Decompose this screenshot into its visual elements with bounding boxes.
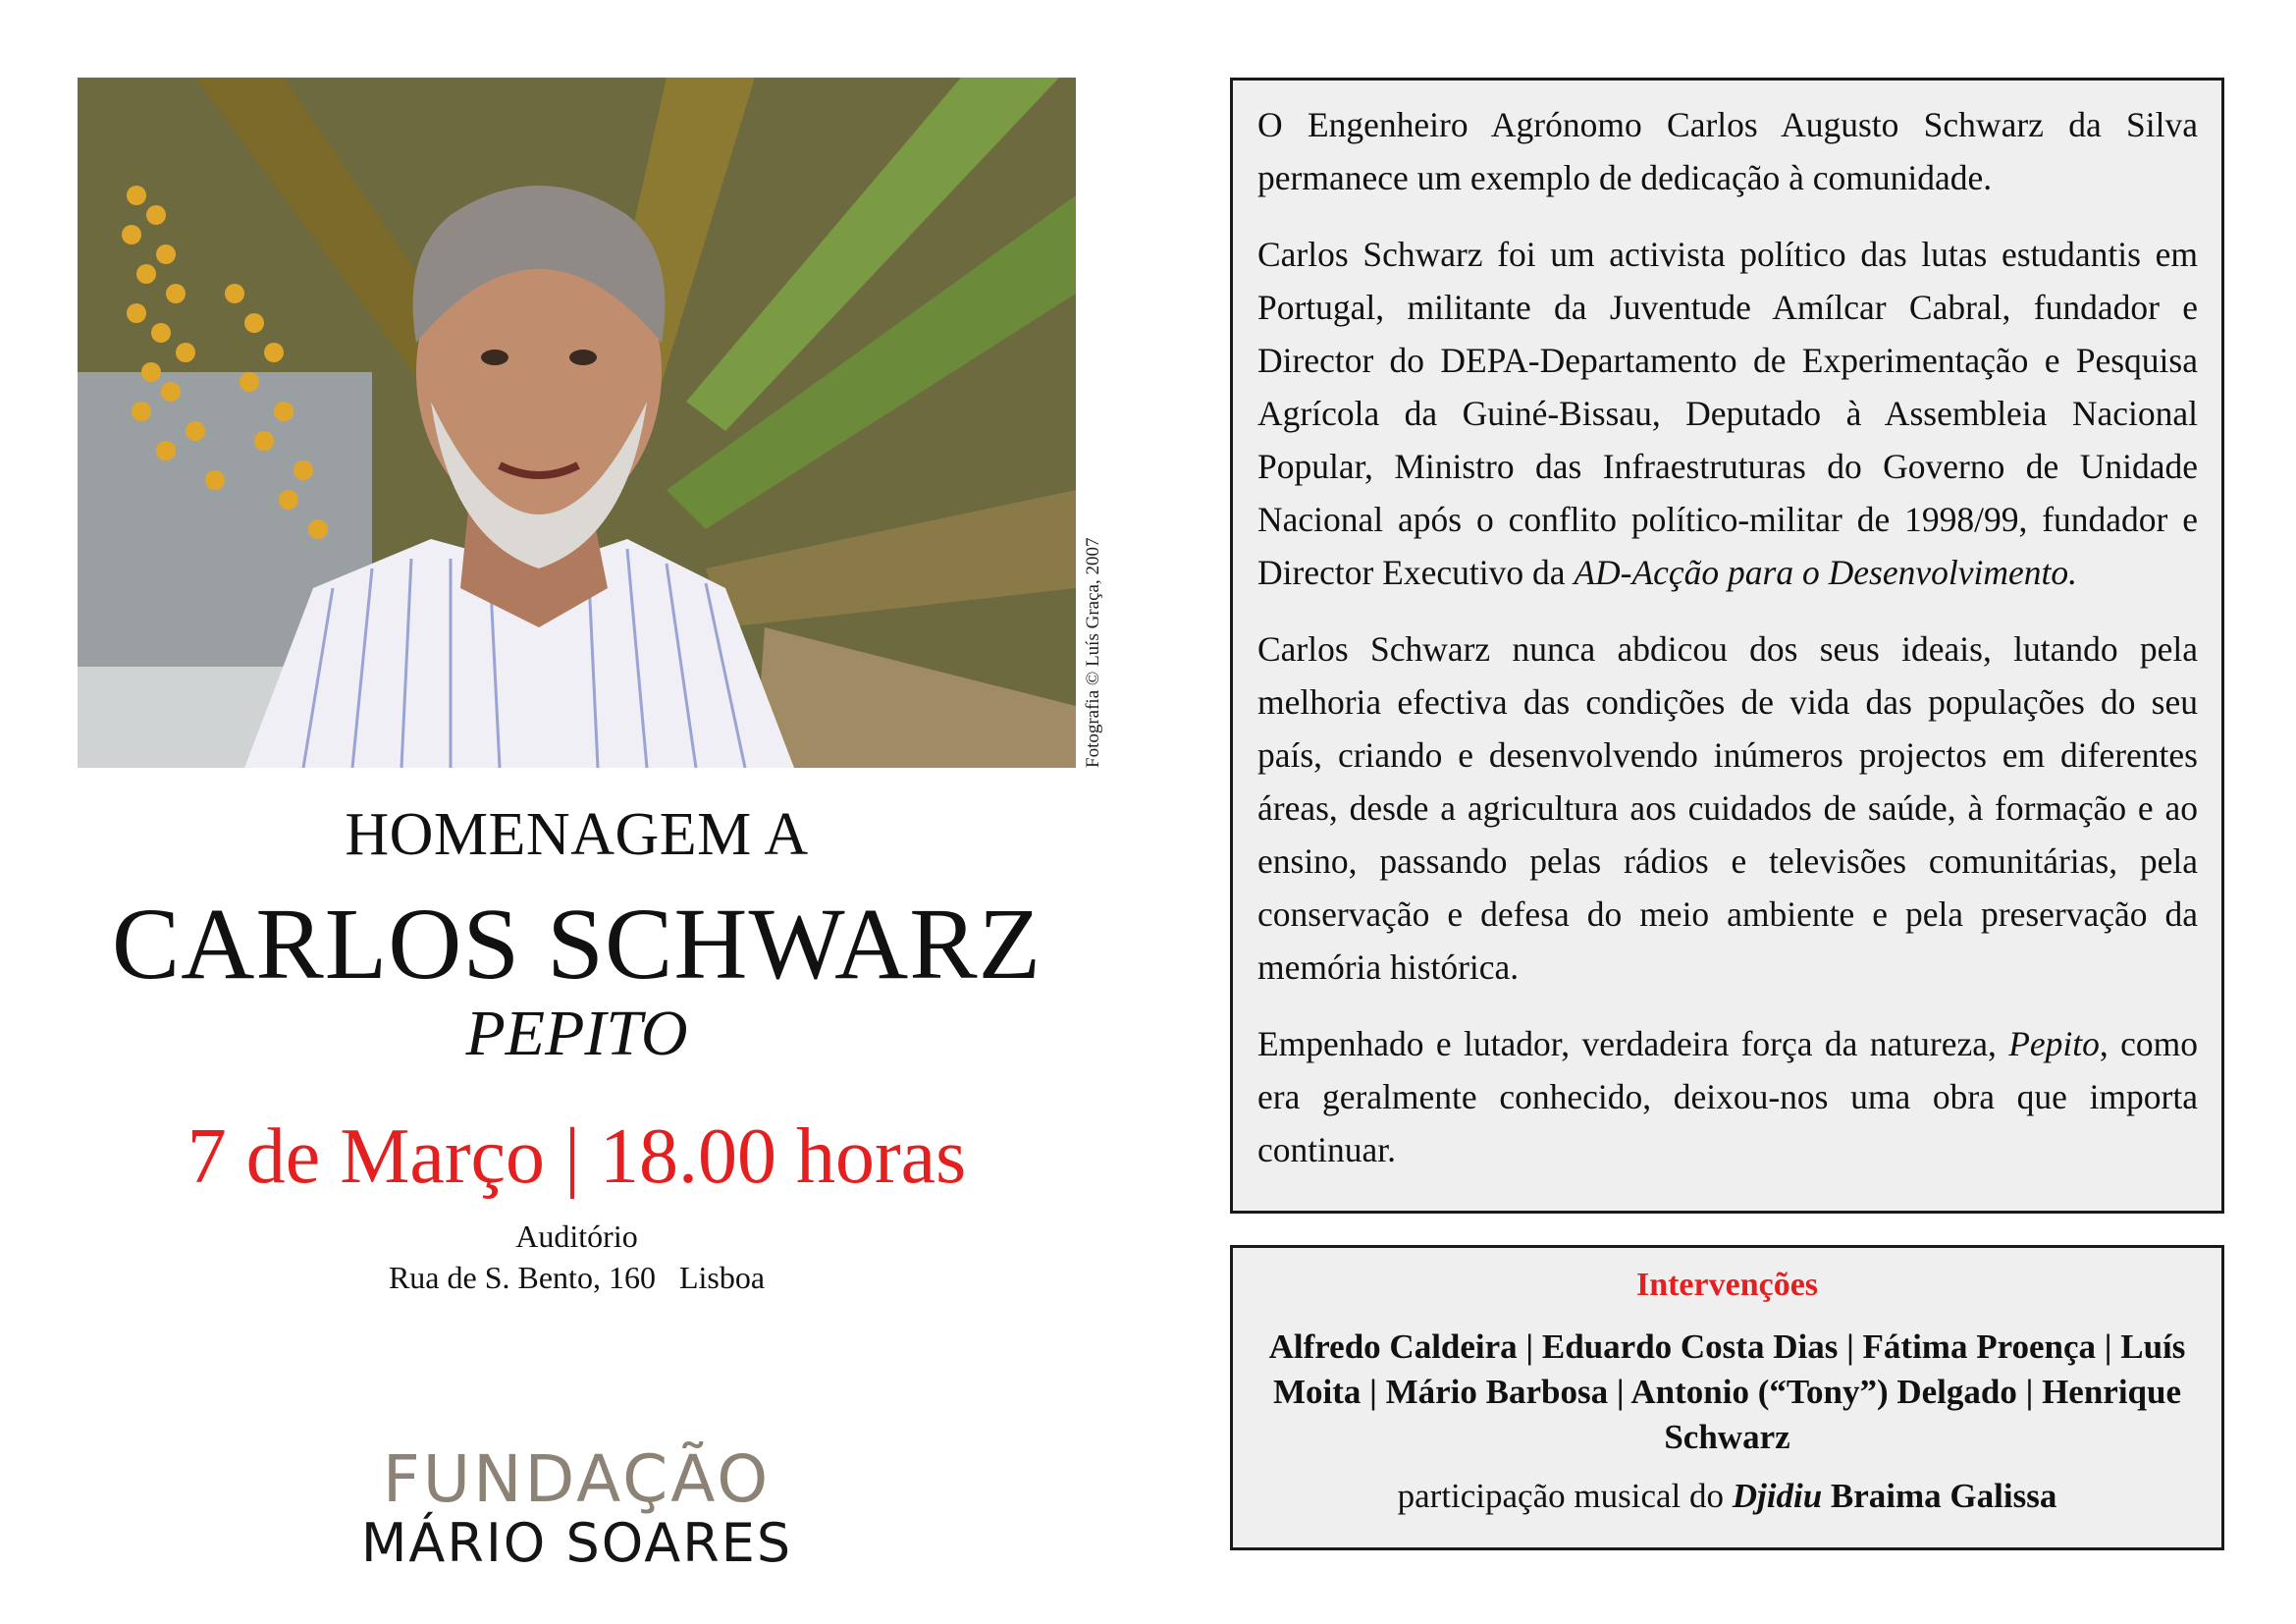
bio-paragraph-3: Carlos Schwarz nunca abdicou dos seus ideais, lutando pela melhoria efectiva das condições de vida das populações do seu país, criando e desenvolvendo inúmeros projectos em diferentes áreas, desde a agricultura aos cuidados de saúde, à formação e ao ensino, passando pelas rádios e televisões comunitárias, pela conservação e defesa do meio ambiente e pela preservação da memória histórica. [1257,629,2198,987]
bio-paragraph-1: O Engenheiro Agrónomo Carlos Augusto Schwarz da Silva permanece um exemplo de dedicação à comunidade. [1257,105,2198,197]
musical-participation [1233,1474,2221,1519]
bio-organization-name: AD-Acção para o Desenvolvimento. [1574,553,2077,592]
bio-paragraph-2 [1257,228,2198,599]
honoree-nickname: PEPITO [465,998,688,1069]
speakers-title: Intervenções [1635,1267,1819,1303]
music-artist: Braima Galissa [1822,1477,2057,1515]
speakers-list: Alfredo Caldeira | Eduardo Costa Dias | Fátima Proença | Luís Moita | Mário Barbosa | Antonio (“Tony”) Delgado | Henrique Schwarz [1268,1327,2186,1456]
venue-name: Auditório [515,1218,638,1254]
homenagem-heading: HOMENAGEM A [345,801,809,868]
photo-credit: Fotografia © Luís Graça, 2007 [1083,537,1103,768]
portrait-photo [78,78,1076,768]
honoree-name: CARLOS SCHWARZ [111,888,1042,1001]
event-datetime: 7 de Março | 18.00 horas [187,1113,967,1200]
bio-paragraph-4-a: Empenhado e lutador, verdadeira força da natureza, [1257,1024,2009,1063]
bio-paragraph-4-b: , como era geralmente conhecido, deixou-nos uma obra que importa continuar. [1257,1024,2199,1169]
venue-address: Rua de S. Bento, 160 Lisboa [388,1260,766,1295]
bio-paragraph-2-text: Carlos Schwarz foi um activista político das lutas estudantis em Portugal, militante da Juventude Amílcar Cabral, fundador e Director do DEPA-Departamento de Experimentação e Pesquisa Agrícola da Guiné-Bissau, Deputado à Assembleia Nacional Popular, Ministro das Infraestruturas do Governo de Unidade Nacional após o conflito político-militar de 1998/99, fundador e Director Executivo da [1257,235,2198,592]
bio-nickname: Pepito [2008,1024,2100,1063]
foundation-logo-line1: FUNDAÇÃO [382,1441,772,1517]
biography-box [1230,78,2224,1214]
bio-paragraph-4 [1257,1017,2198,1176]
music-group: Djidiu [1732,1477,1823,1515]
event-venue [78,1216,1076,1298]
portrait-illustration [78,78,1076,768]
speakers-box [1230,1245,2224,1550]
music-prefix: participação musical do [1397,1477,1733,1515]
foundation-logo-line2: MÁRIO SOARES [360,1512,793,1574]
